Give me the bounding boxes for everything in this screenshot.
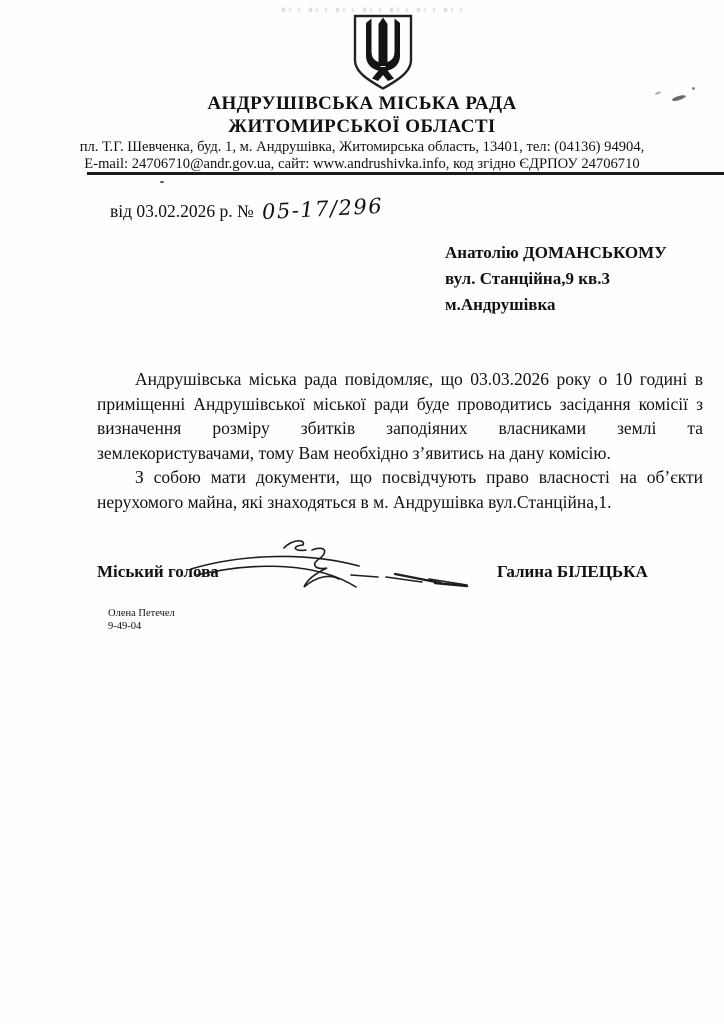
signer-name: Галина БІЛЕЦЬКА [497, 562, 648, 581]
body-paragraph-1: Андрушівська міська рада повідомляє, що 03.03.2026 року о 10 годині в приміщенні Андрушівської міської ради буде проводитись засідання комісії з визначення розміру збитків заподіяних власниками землі та землекористувачами, тому Вам необхідно з’явитись на дану комісію. [97, 369, 703, 463]
ukraine-trident-emblem-icon [352, 14, 414, 91]
organization-region: ЖИТОМИРСЬКОЇ ОБЛАСТІ [228, 116, 496, 137]
ink-speck [692, 87, 695, 90]
reference-handwritten-number: 05-17/296 [261, 193, 384, 225]
handwritten-signature [183, 533, 473, 595]
organization-name: АНДРУШІВСЬКА МІСЬКА РАДА [207, 93, 517, 114]
recipient-block [445, 240, 667, 318]
organization-title [0, 92, 724, 138]
executor-name: Олена Петечел [108, 608, 175, 619]
signer-position-title: Міський голова [97, 562, 219, 581]
recipient-street: вул. Станційна,9 кв.3 [445, 269, 610, 288]
reference-printed-text: від 03.02.2026 р. № [110, 201, 254, 221]
scan-dot-artifact [160, 181, 164, 183]
postal-address-line: пл. Т.Г. Шевченка, буд. 1, м. Андрушівка, Житомирська область, 13401, тел: (04136) 94904, [79, 139, 645, 155]
email-website-line: E-mail: 24706710@andr.gov.ua, сайт: www.andrushivka.info, код згідно ЄДРПОУ 24706710 [84, 155, 640, 172]
body-paragraph-2: З собою мати документи, що посвідчують право власності на об’єкти нерухомого майна, які знаходяться в м. Андрушівка вул.Станційна,1. [97, 467, 703, 512]
executor-phone: 9-49-04 [108, 621, 142, 632]
letter-body [97, 367, 703, 514]
header-divider-rule [87, 172, 724, 175]
executor-block [108, 607, 175, 633]
reference-line [110, 193, 384, 225]
organization-contacts [0, 139, 724, 172]
recipient-city: м.Андрушівка [445, 295, 556, 314]
recipient-name: Анатолію ДОМАНСЬКОМУ [445, 243, 667, 262]
